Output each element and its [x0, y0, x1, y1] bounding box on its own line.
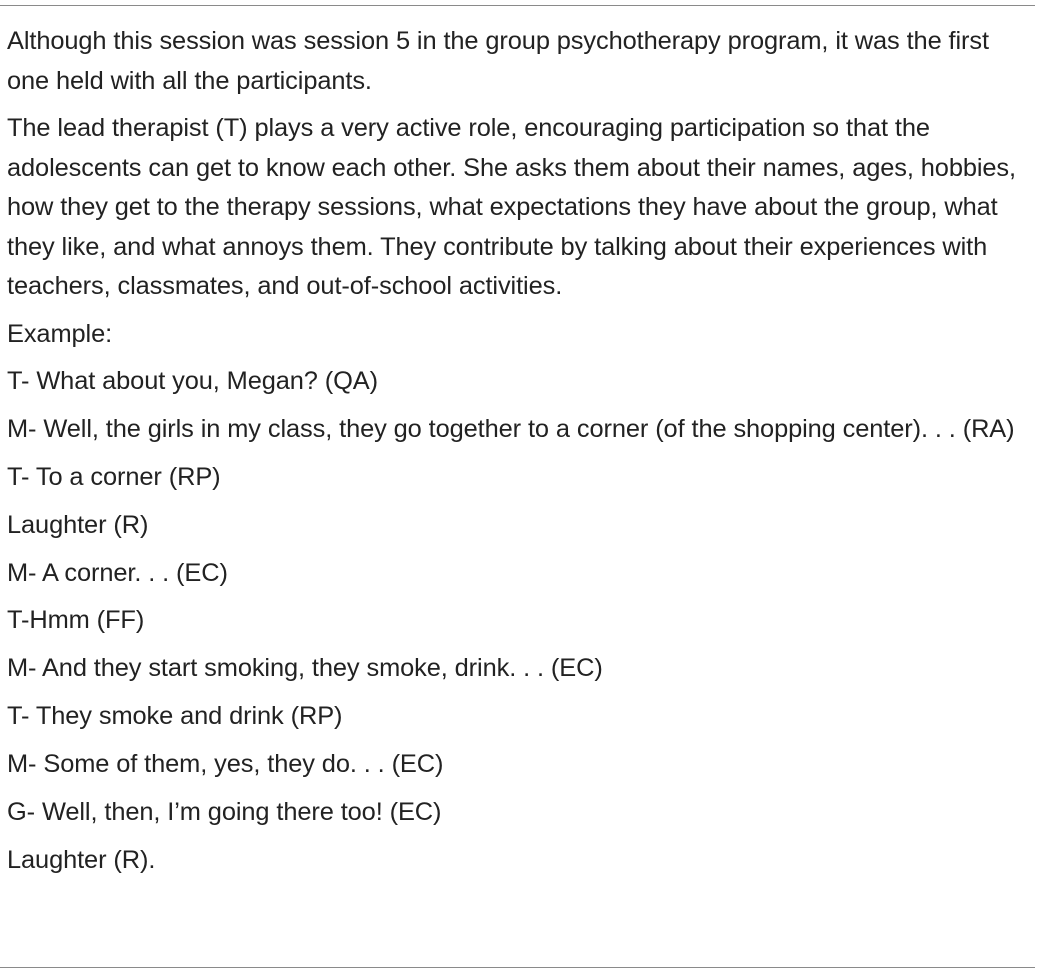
- intro-paragraph: Although this session was session 5 in the group psychotherapy program, it was the first one held with all the participants.: [7, 27, 989, 95]
- dialogue-line: M- Well, the girls in my class, they go together to a corner (of the shopping center). . . (RA): [7, 415, 1015, 444]
- session-description: [7, 22, 1017, 889]
- dialogue-line: Laughter (R).: [7, 845, 156, 874]
- dialogue-line: T-Hmm (FF): [7, 606, 145, 635]
- example-label: Example:: [7, 319, 113, 348]
- description-paragraph: The lead therapist (T) plays a very active role, encouraging participation so that the adolescents can get to know each other. She asks them about their names, ages, hobbies, how they get to the therapy sessions, what expectations they have about the group, what they like, and what annoys them. They contribute by talking about their experiences with teachers, classmates, and out-of-school activities.: [7, 114, 1016, 300]
- dialogue-line: M- And they start smoking, they smoke, drink. . . (EC): [7, 654, 603, 683]
- bottom-rule: [0, 967, 1035, 968]
- dialogue-line: M- Some of them, yes, they do. . . (EC): [7, 750, 444, 779]
- dialogue-line: Laughter (R): [7, 510, 149, 539]
- dialogue-line: G- Well, then, I’m going there too! (EC): [7, 798, 442, 827]
- top-rule: [0, 5, 1035, 6]
- dialogue-line: T- What about you, Megan? (QA): [7, 367, 378, 396]
- dialogue-line: M- A corner. . . (EC): [7, 558, 228, 587]
- dialogue-line: T- To a corner (RP): [7, 462, 221, 491]
- dialogue-line: T- They smoke and drink (RP): [7, 702, 343, 731]
